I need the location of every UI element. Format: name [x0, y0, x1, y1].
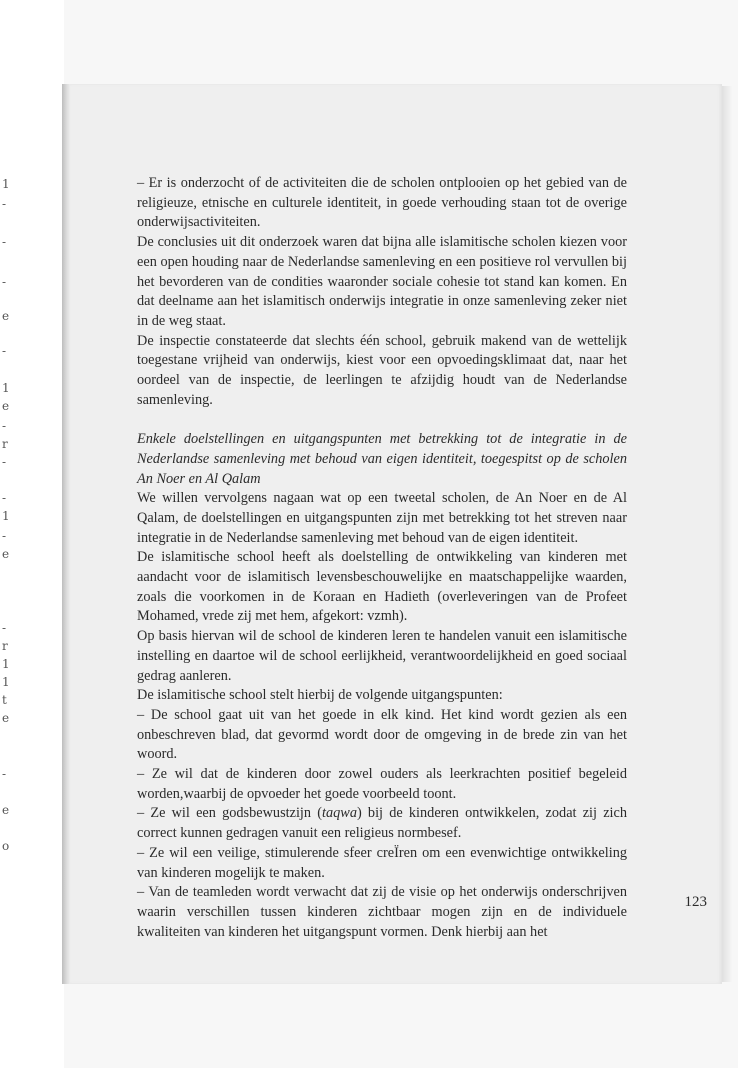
margin-glyph: -	[2, 419, 7, 433]
margin-glyph: -	[2, 529, 7, 543]
margin-glyph: -	[2, 197, 7, 211]
margin-glyph: t	[2, 693, 7, 707]
margin-glyph: 1	[2, 177, 10, 191]
paragraph: Op basis hiervan wil de school de kinderen leren te handelen vanuit een islamitische instelling en daartoe wil de school eerlijkheid, verantwoordelijkheid en goed sociaal gedrag aanleren.	[137, 628, 627, 684]
list-item: – De school gaat uit van het goede in elk kind. Het kind wordt gezien als een onbeschreven blad, dat gevormd wordt door de omgeving in de brede zin van het woord.	[137, 706, 627, 763]
page-number: 123	[684, 894, 707, 910]
list-item: – Ze wil een veilige, stimulerende sfeer creÏren om een evenwichtige ontwikkeling van kinderen mogelijk te maken.	[137, 844, 627, 881]
list-item: – Van de teamleden wordt verwacht dat zij de visie op het onderwijs onderschrijven waarin verschillen tussen kinderen zichtbaar mogen zijn en de individuele kwaliteiten van kinderen het uitgangspunt vormen. Denk hierbij aan het	[137, 884, 627, 940]
left-facing-page	[0, 0, 64, 1068]
list-item	[137, 804, 627, 843]
margin-glyph: e	[2, 711, 10, 725]
margin-glyph: 1	[2, 675, 10, 689]
book-page	[70, 84, 722, 984]
margin-glyph: -	[2, 275, 7, 289]
margin-glyph: e	[2, 399, 10, 413]
margin-glyph: e	[2, 547, 10, 561]
margin-glyph: r	[2, 639, 8, 653]
margin-glyph: 1	[2, 657, 10, 671]
text-run: ) bij de kinderen ontwikkelen, zodat zij zich correct kunnen gedragen vanuit een religieus normbesef.	[137, 805, 628, 842]
margin-glyph: e	[2, 309, 10, 323]
margin-glyph: o	[2, 839, 10, 853]
margin-glyph: -	[2, 344, 7, 358]
margin-glyph: -	[2, 621, 7, 635]
margin-glyph: e	[2, 803, 10, 817]
paragraph: De inspectie constateerde dat slechts één school, gebruik makend van de wettelijk toegestane vrijheid van onderwijs, kiest voor een opvoedingsklimaat dat, naar het oordeel van de inspectie, de leerlingen te afzijdig houdt van de Nederlandse samenleving.	[137, 332, 627, 408]
section-heading: Enkele doelstellingen en uitgangspunten met betrekking tot de integratie in de Nederlandse samenleving met behoud van eigen identiteit, toegespitst op de scholen An Noer en Al Qalam	[137, 431, 627, 487]
margin-glyph: -	[2, 767, 7, 781]
paragraph: – Er is onderzocht of de activiteiten die de scholen ontplooien op het gebied van de religieuze, etnische en culturele identiteit, in goede verhouding staan tot de overige onderwijsactiviteiten.	[137, 175, 627, 231]
margin-glyph: -	[2, 491, 7, 505]
paragraph: De conclusies uit dit onderzoek waren dat bijna alle islamitische scholen kiezen voor een open houding naar de Nederlandse samenleving en een positieve rol vervullen bij het bevorderen van de condities waaronder sociale cohesie tot stand kan komen. En dat deelname aan het islamitisch onderwijs integratie in onze samenleving zeker niet in de weg staat.	[137, 234, 627, 329]
margin-glyph: -	[2, 455, 7, 469]
text-run: – Ze wil een godsbewustzijn (	[137, 805, 323, 822]
margin-glyph: -	[2, 235, 7, 249]
paragraph: We willen vervolgens nagaan wat op een tweetal scholen, de An Noer en de Al Qalam, de doelstellingen en uitgangspunten zijn met betrekking tot het streven naar integratie in de Nederlandse samenleving met behoud van de eigen identiteit.	[137, 490, 627, 546]
margin-glyph: 1	[2, 509, 10, 523]
margin-glyph: 1	[2, 381, 10, 395]
italic-term: taqwa	[322, 805, 357, 822]
list-item: – Ze wil dat de kinderen door zowel ouders als leerkrachten positief begeleid worden,waarbij de opvoeder het goede voorbeeld toont.	[137, 766, 627, 802]
margin-glyph: r	[2, 437, 8, 451]
page-edge	[722, 86, 732, 982]
book-gutter	[62, 84, 70, 984]
paragraph: De islamitische school stelt hierbij de volgende uitgangspunten:	[137, 687, 503, 704]
body-text	[137, 174, 627, 942]
paragraph: De islamitische school heeft als doelstelling de ontwikkeling van kinderen met aandacht voor de islamitisch levensbeschouwelijke en maatschappelijke waarden, zoals die voorkomen in de Koraan en Hadieth (overleveringen van de Profeet Mohamed, vrede zij met hem, afgekort: vzmh).	[137, 549, 627, 625]
